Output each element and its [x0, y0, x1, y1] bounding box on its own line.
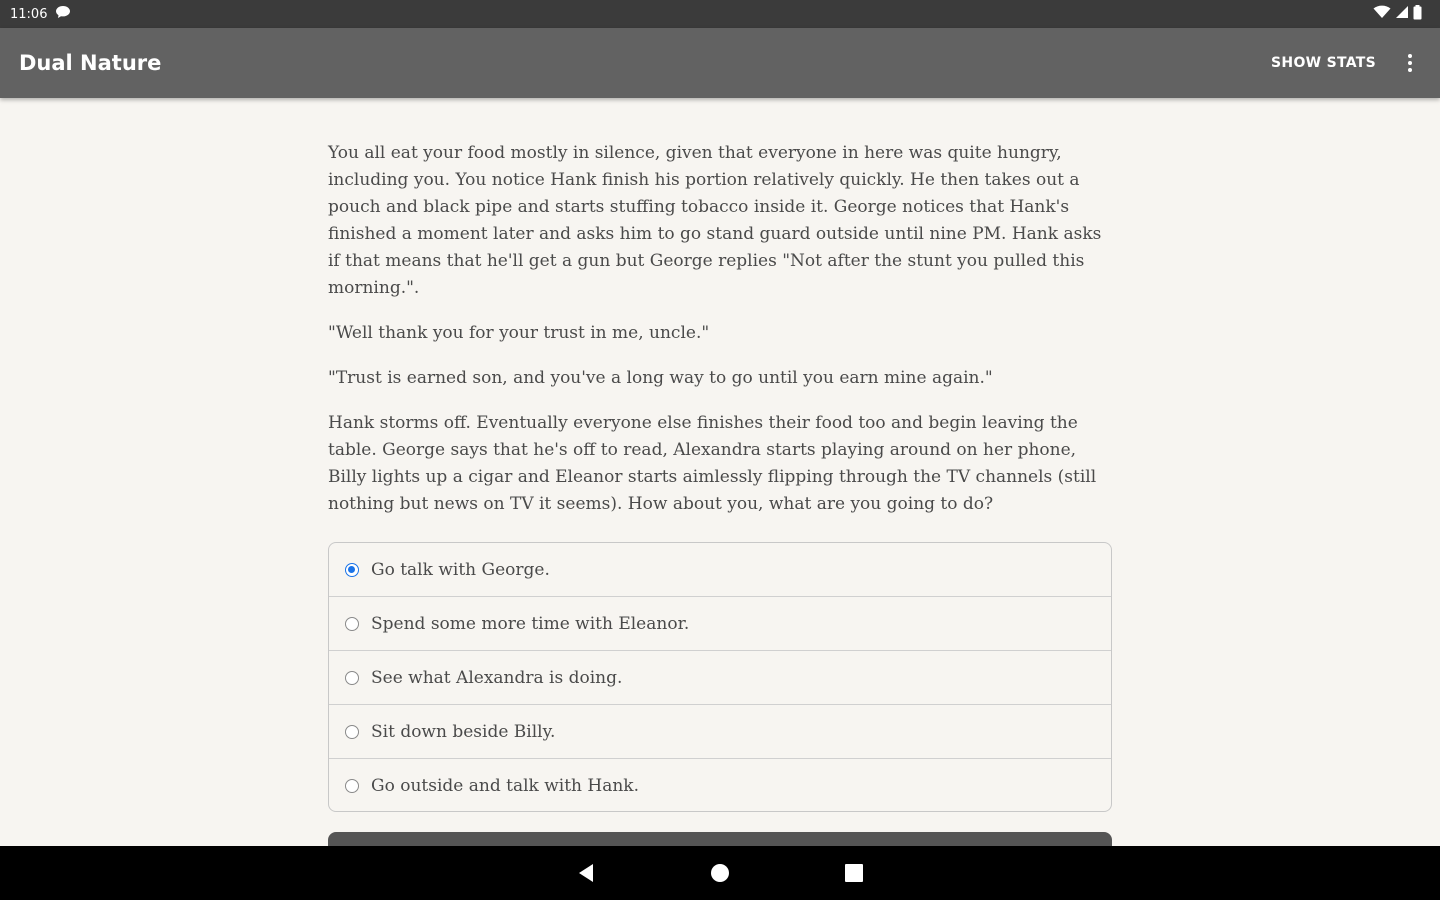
choice-label: Go outside and talk with Hank.	[371, 776, 640, 796]
story-paragraph: You all eat your food mostly in silence, given that everyone in here was quite hungry, including you. You notice Hank finish his portion relatively quickly. He then takes out a pouch and black pipe and starts stuffing tobacco inside it. George notices that Hank's finished a moment later and asks him to go stand guard outside until nine PM. Hank asks if that means that he'll get a gun but George replies "Not after the stunt you pulled this morning.".	[328, 143, 1102, 298]
radio-button[interactable]	[345, 725, 359, 739]
story-paragraph: Hank storms off. Eventually everyone else finishes their food too and begin leaving the table. George says that he's off to read, Alexandra starts playing around on her phone, Billy lights up a cigar and Eleanor starts aimlessly flipping through the TV channels (still nothing but news on TV it seems). How about you, what are you going to do?	[328, 413, 1097, 514]
choice-list	[328, 542, 1112, 812]
story-text	[328, 140, 1114, 536]
show-stats-button[interactable]: SHOW STATS	[1271, 55, 1376, 71]
choice-label: See what Alexandra is doing.	[371, 667, 623, 688]
story-paragraph: "Trust is earned son, and you've a long way to go until you earn mine again."	[328, 368, 993, 388]
status-right	[1373, 5, 1422, 24]
choice-sit-down-beside-billy[interactable]	[329, 705, 1111, 759]
wifi-icon	[1373, 5, 1391, 23]
more-vertical-icon[interactable]	[1398, 51, 1422, 75]
app-actions	[1271, 51, 1422, 75]
choice-go-outside-talk-with-hank[interactable]	[329, 759, 1111, 812]
app-bar	[0, 28, 1440, 98]
battery-icon	[1413, 5, 1422, 24]
back-icon[interactable]	[574, 861, 598, 885]
radio-button[interactable]	[345, 617, 359, 631]
choice-label: Go talk with George.	[371, 559, 550, 580]
radio-button[interactable]	[345, 779, 359, 793]
choice-label: Spend some more time with Eleanor.	[371, 613, 690, 634]
signal-icon	[1395, 5, 1409, 23]
chat-bubble-icon	[55, 5, 71, 23]
choice-label: Sit down beside Billy.	[371, 721, 556, 742]
radio-button-selected[interactable]	[345, 563, 359, 577]
home-icon[interactable]	[708, 861, 732, 885]
story-paragraph: "Well thank you for your trust in me, uncle."	[328, 323, 710, 343]
recents-icon[interactable]	[842, 861, 866, 885]
choice-spend-time-with-eleanor[interactable]	[329, 597, 1111, 651]
radio-button[interactable]	[345, 671, 359, 685]
status-left	[10, 5, 71, 23]
status-time: 11:06	[10, 6, 48, 22]
choice-see-what-alexandra-is-doing[interactable]	[329, 651, 1111, 705]
choice-go-talk-with-george[interactable]	[329, 543, 1111, 597]
status-bar	[0, 0, 1440, 28]
navigation-bar	[0, 846, 1440, 900]
app-title: Dual Nature	[19, 51, 162, 75]
